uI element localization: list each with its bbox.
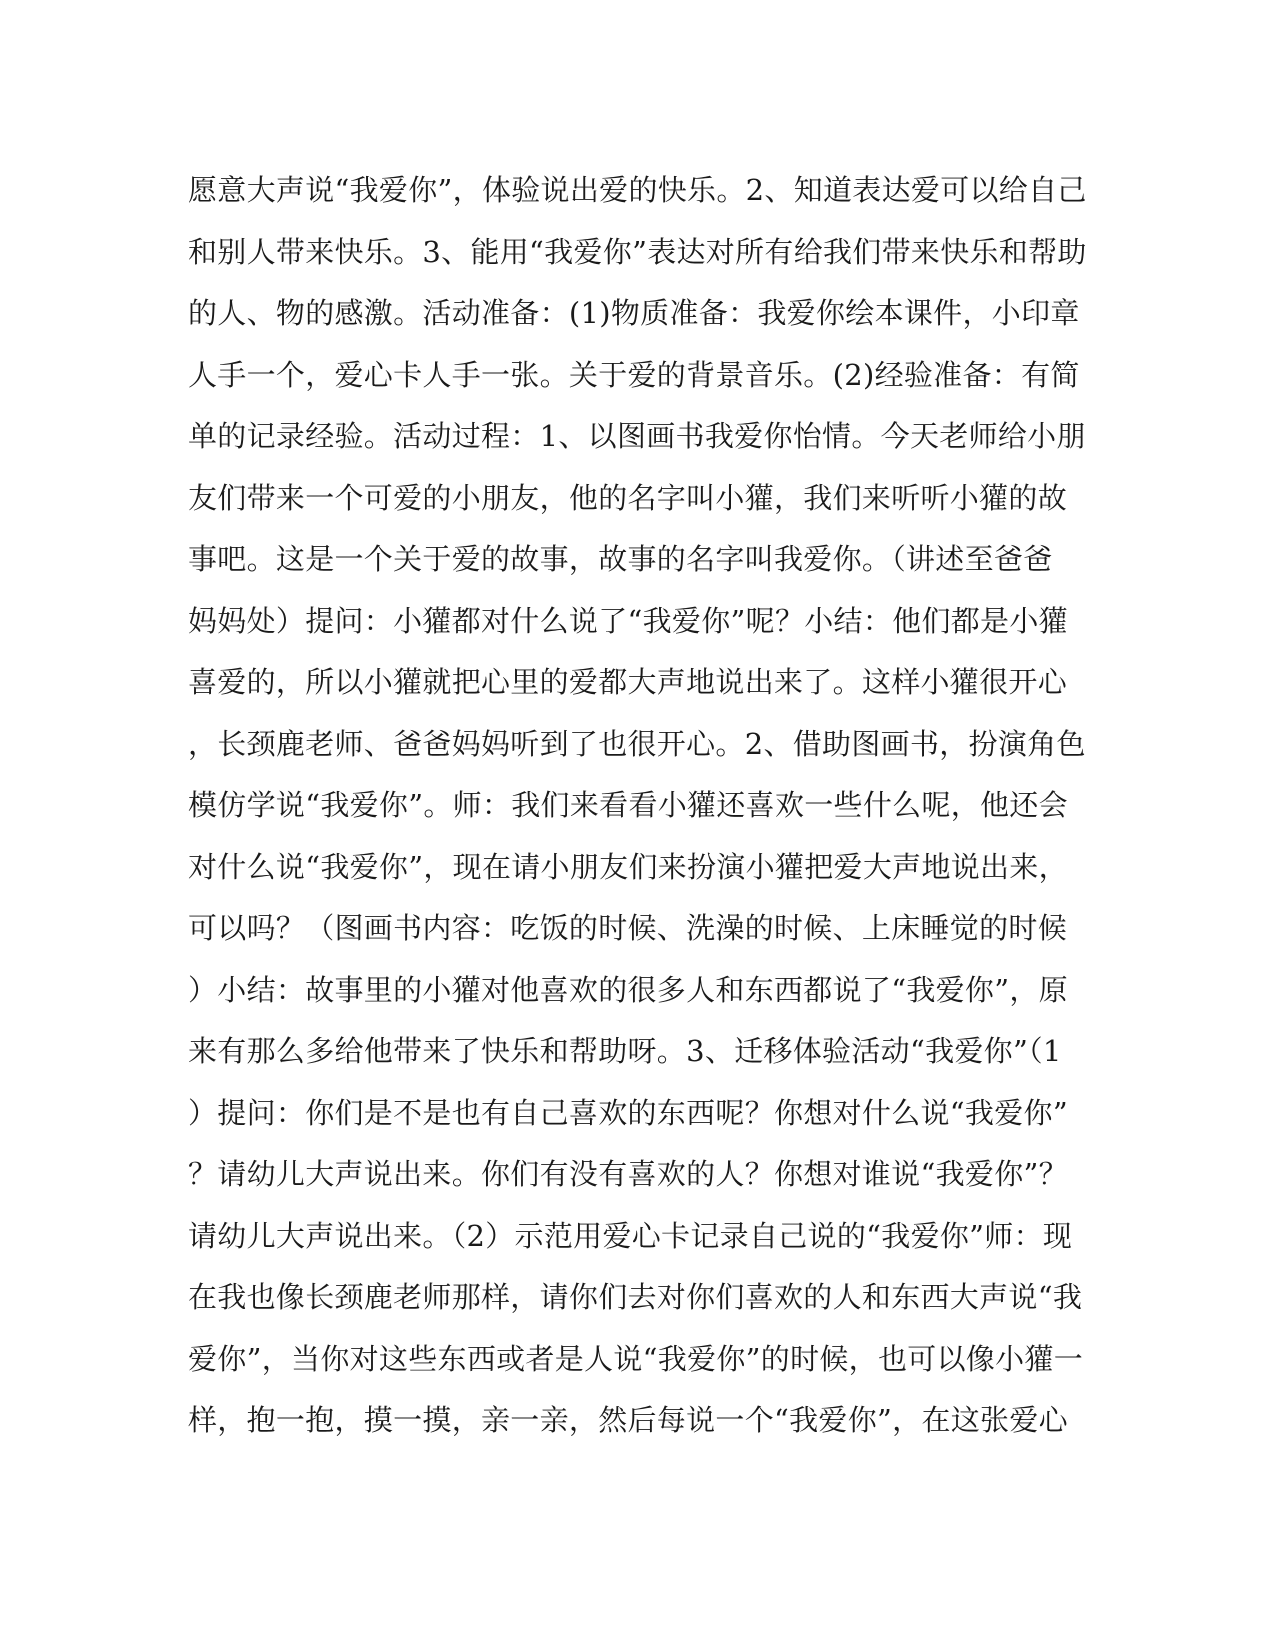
text-line: 妈妈处）提问：小獾都对什么说了“我爱你”呢？小结：他们都是小獾	[188, 603, 1068, 638]
text-line: ，长颈鹿老师、爸爸妈妈听到了也很开心。2、借助图画书，扮演角色	[188, 726, 1086, 761]
text-line: 模仿学说“我爱你”。师：我们来看看小獾还喜欢一些什么呢，他还会	[188, 788, 1068, 822]
text-line: ）提问：你们是不是也有自己喜欢的东西呢？你想对什么说“我爱你”	[188, 1095, 1068, 1130]
text-line: 来有那么多给他带来了快乐和帮助呀。3、迁移体验活动“我爱你”（1	[188, 1034, 1062, 1068]
text-line: 对什么说“我爱你”，现在请小朋友们来扮演小獾把爱大声地说出来，	[188, 849, 1068, 884]
text-line: 可以吗？（图画书内容：吃饭的时候、洗澡的时候、上床睡觉的时候	[188, 911, 1068, 945]
text-line: 请幼儿大声说出来。（2）示范用爱心卡记录自己说的“我爱你”师：现	[188, 1218, 1073, 1253]
text-line: 单的记录经验。活动过程：1、以图画书我爱你怡情。今天老师给小朋	[188, 419, 1086, 453]
text-line: 样，抱一抱，摸一摸，亲一亲，然后每说一个“我爱你”，在这张爱心	[188, 1403, 1068, 1437]
text-line: 爱你”，当你对这些东西或者是人说“我爱你”的时候，也可以像小獾一	[188, 1341, 1084, 1376]
body-text	[188, 160, 1087, 1452]
text-line: ）小结：故事里的小獾对他喜欢的很多人和东西都说了“我爱你”，原	[188, 972, 1068, 1007]
text-line: ？请幼儿大声说出来。你们有没有喜欢的人？你想对谁说“我爱你”？	[188, 1157, 1068, 1191]
text-line: 喜爱的，所以小獾就把心里的爱都大声地说出来了。这样小獾很开心	[188, 665, 1068, 699]
text-line: 友们带来一个可爱的小朋友，他的名字叫小獾，我们来听听小獾的故	[188, 480, 1068, 515]
text-line: 愿意大声说“我爱你”，体验说出爱的快乐。2、知道表达爱可以给自己	[188, 173, 1087, 207]
text-line: 和别人带来快乐。3、能用“我爱你”表达对所有给我们带来快乐和帮助	[188, 234, 1087, 269]
text-line: 事吧。这是一个关于爱的故事，故事的名字叫我爱你。（讲述至爸爸	[188, 542, 1053, 576]
text-line: 人手一个，爱心卡人手一张。关于爱的背景音乐。(2)经验准备：有简	[188, 357, 1080, 392]
text-line: 在我也像长颈鹿老师那样，请你们去对你们喜欢的人和东西大声说“我	[188, 1280, 1083, 1314]
text-line: 的人、物的感激。活动准备：(1)物质准备：我爱你绘本课件，小印章	[188, 296, 1080, 330]
